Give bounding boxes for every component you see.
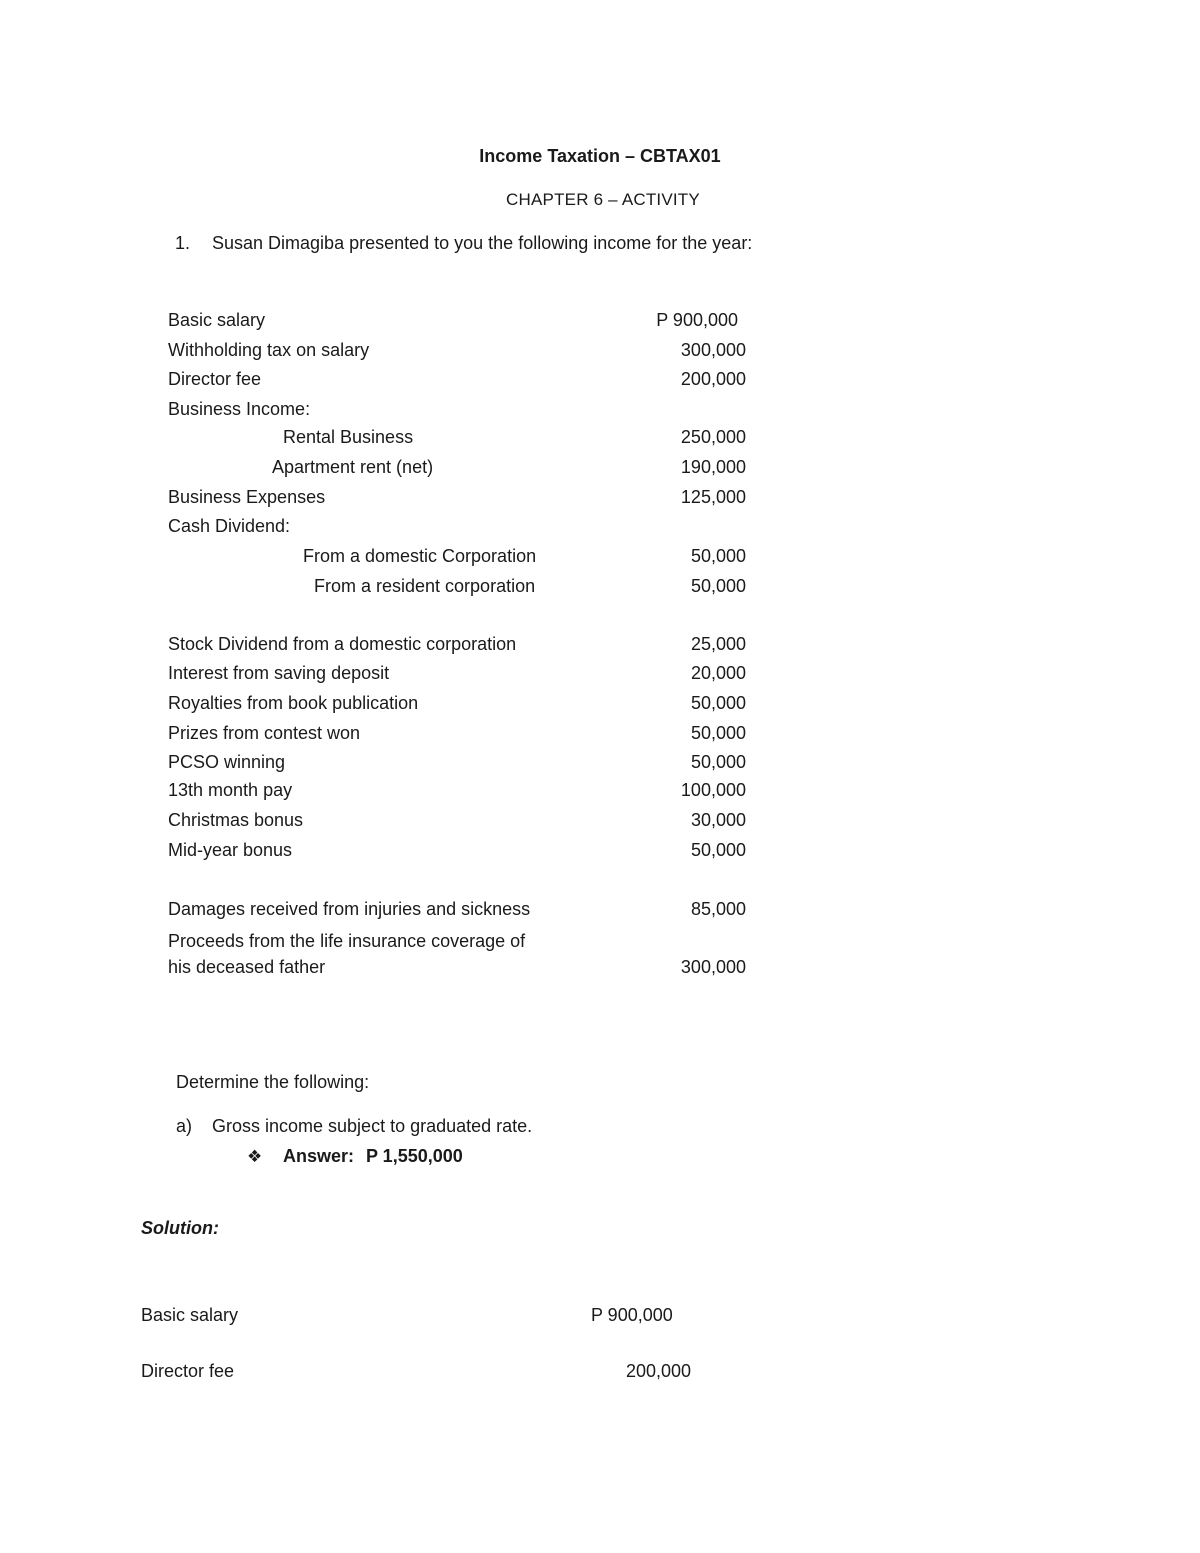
income-amount: 125,000 — [680, 487, 746, 507]
item-letter: a) — [176, 1116, 193, 1136]
income-label: Rental Business — [283, 427, 414, 447]
income-amount: 85,000 — [690, 899, 746, 919]
income-label: 13th month pay — [168, 780, 293, 800]
income-amount: 50,000 — [690, 693, 746, 713]
income-amount: 50,000 — [690, 723, 746, 743]
income-label: Prizes from contest won — [168, 723, 361, 743]
income-amount: 190,000 — [680, 457, 746, 477]
income-label: Royalties from book publication — [168, 693, 419, 713]
income-label: Damages received from injuries and sickness — [168, 899, 531, 919]
income-amount: 50,000 — [690, 752, 746, 772]
income-amount: 250,000 — [680, 427, 746, 447]
income-label: Withholding tax on salary — [168, 340, 370, 360]
solution-label: Basic salary — [141, 1305, 239, 1325]
solution-amount: P 900,000 — [591, 1305, 673, 1325]
income-label: Christmas bonus — [168, 810, 304, 830]
income-label: his deceased father — [168, 957, 326, 977]
income-label: Stock Dividend from a domestic corporation — [168, 634, 517, 654]
income-amount: 20,000 — [690, 663, 746, 683]
item-text: Gross income subject to graduated rate. — [212, 1116, 533, 1136]
income-amount: 100,000 — [680, 780, 746, 800]
income-amount: 50,000 — [690, 546, 746, 566]
diamond-bullet-icon: ❖ — [247, 1147, 263, 1166]
solution-heading: Solution: — [141, 1218, 219, 1238]
income-label: From a domestic Corporation — [303, 546, 537, 566]
solution-label: Director fee — [141, 1361, 235, 1381]
income-amount: 50,000 — [690, 576, 746, 596]
income-amount: 50,000 — [690, 840, 746, 860]
income-label: Apartment rent (net) — [272, 457, 434, 477]
income-section-heading: Business Income: — [168, 399, 311, 419]
determine-intro: Determine the following: — [176, 1072, 370, 1092]
income-amount: P 900,000 — [656, 310, 738, 330]
income-amount: 300,000 — [680, 340, 746, 360]
document-title: Income Taxation – CBTAX01 — [479, 146, 721, 166]
question-text: Susan Dimagiba presented to you the following income for the year: — [212, 233, 753, 253]
answer-value: P 1,550,000 — [366, 1146, 463, 1166]
income-label: Interest from saving deposit — [168, 663, 390, 683]
income-label: PCSO winning — [168, 752, 286, 772]
chapter-subtitle: CHAPTER 6 – ACTIVITY — [506, 190, 700, 209]
solution-amount: 200,000 — [626, 1361, 692, 1381]
answer-label: Answer: — [283, 1146, 355, 1166]
income-label: Mid-year bonus — [168, 840, 293, 860]
income-label: Proceeds from the life insurance coverage of — [168, 931, 526, 951]
question-number: 1. — [175, 233, 191, 253]
income-amount: 30,000 — [690, 810, 746, 830]
income-section-heading: Cash Dividend: — [168, 516, 291, 536]
income-amount: 25,000 — [690, 634, 746, 654]
income-amount: 200,000 — [680, 369, 746, 389]
income-label: Basic salary — [168, 310, 266, 330]
income-label: Director fee — [168, 369, 262, 389]
income-amount: 300,000 — [680, 957, 746, 977]
income-label: From a resident corporation — [314, 576, 536, 596]
income-label: Business Expenses — [168, 487, 326, 507]
